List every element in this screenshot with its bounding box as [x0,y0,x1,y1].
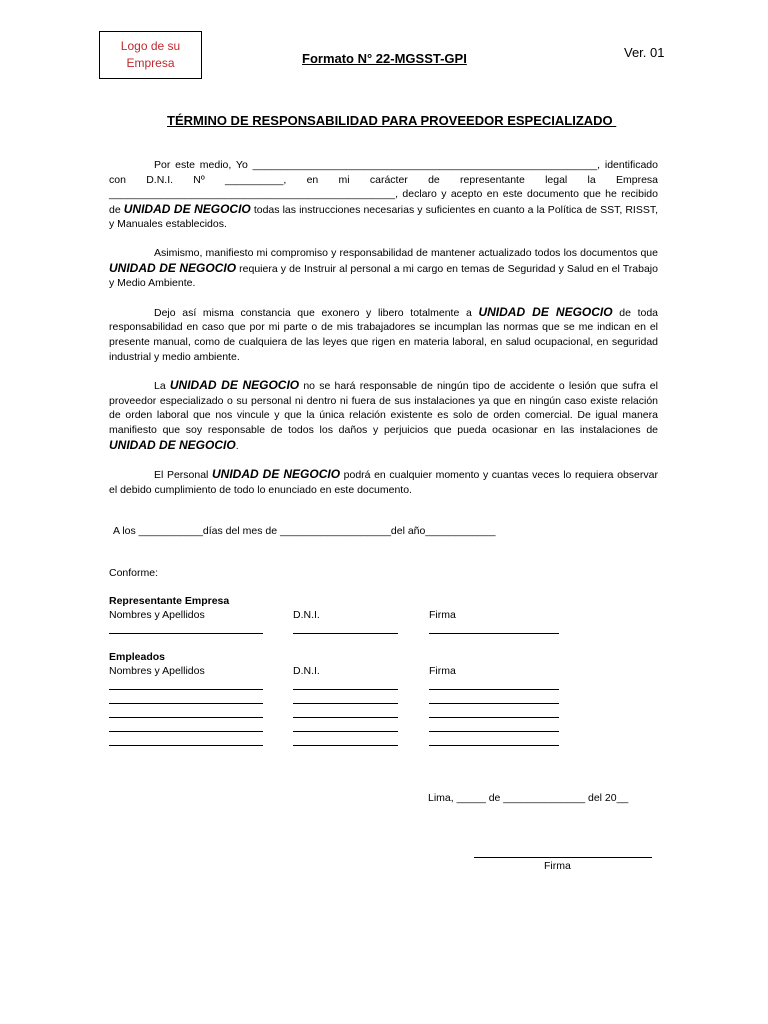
employee-dni-line [293,717,398,718]
place-date-line: Lima, _____ de ______________ del 20__ [428,792,629,804]
paragraph-1 [109,158,658,232]
col-firma-label: Firma [429,609,456,621]
entity-name: UNIDAD DE NEGOCIO [123,201,251,216]
paragraph-4 [109,378,658,453]
paragraph-5-text-a: El Personal [154,469,212,482]
rep-signature-line [429,633,559,634]
col-name-label: Nombres y Apellidos [109,609,205,621]
representative-heading: Representante Empresa [109,595,230,607]
format-code: Formato N° 22-MGSST-GPI [302,51,467,66]
paragraph-4-text-a: La [154,380,170,393]
employee-signature-line [429,689,559,690]
entity-name: UNIDAD DE NEGOCIO [169,378,300,393]
employee-dni-line [293,689,398,690]
paragraph-3-text-a: Dejo así misma constancia que exonero y libero totalmente a [154,306,479,319]
paragraph-4-text-c: . [235,439,239,452]
col-dni-label: D.N.I. [293,609,320,621]
document-body [109,158,658,511]
entity-name: UNIDAD DE NEGOCIO [109,437,236,452]
paragraph-4-text-b: no se hará responsable de ningún tipo de accidente o lesión que sufra el proveedor especializado o su personal ni dentro ni fuera de sus instalaciones ya que en ningún caso existe relación de orden laboral que nos vincule y que la única relación existente es solo de orden comercial. De igual manera manifiesto que soy responsable de todos los daños y perjuicios que pueda ocasionar en las instalaciones de [109,380,658,436]
paragraph-3 [109,305,658,364]
company-logo-placeholder [99,31,202,79]
employee-signature-line [429,731,559,732]
version-label: Ver. 01 [624,45,665,60]
rep-name-line [109,633,263,634]
paragraph-1-text-b: todas las instrucciones necesarias y suficientes en cuanto a la Política de SST, RISST, y Manuales establecidos. [109,203,658,231]
entity-name: UNIDAD DE NEGOCIO [211,467,341,482]
conforme-label: Conforme: [109,567,159,579]
col-name-label: Nombres y Apellidos [109,665,205,677]
employee-name-line [109,745,263,746]
date-line: A los ___________días del mes de ___________________del año____________ [113,525,496,537]
employee-name-line [109,717,263,718]
employees-heading: Empleados [109,651,166,663]
paragraph-5 [109,467,658,497]
employee-dni-line [293,731,398,732]
col-firma-label: Firma [429,665,456,677]
employee-dni-line [293,703,398,704]
employee-name-line [109,703,263,704]
employee-name-line [109,689,263,690]
paragraph-1-text-a: Por este medio, Yo ___________________________________________________________, identificado con D.N.I. Nº __________, en mi carácter de representante legal la Empresa _________________________________________________, declaro y acepto en este documento que he recibido de [109,159,658,216]
employee-name-line [109,731,263,732]
entity-name: UNIDAD DE NEGOCIO [109,260,237,275]
logo-box-mark [109,31,121,32]
paragraph-2-text-a: Asimismo, manifiesto mi compromiso y responsabilidad de mantener actualizado todos los documentos que [154,246,658,259]
document-title: TÉRMINO DE RESPONSABILIDAD PARA PROVEEDOR ESPECIALIZADO [167,113,617,128]
paragraph-2 [109,246,658,291]
paragraph-3-text-b: de toda responsabilidad en caso que por mi parte o de mis trabajadores se incumplan las normas que se me indican en el presente manual, como de cualquiera de las leyes que rigen en materia laboral, en salud ocupacional, en seguridad industrial y medio ambiente. [109,306,659,363]
paragraph-5-text-b: podrá en cualquier momento y cuantas veces lo requiera observar el debido cumplimiento de todo lo enunciado en este documento. [109,469,658,496]
final-signature-line [474,857,652,858]
rep-dni-line [293,633,398,634]
logo-text-line1: Logo de su [120,39,181,53]
col-dni-label: D.N.I. [293,665,320,677]
final-signature-label: Firma [544,860,571,872]
paragraph-2-text-b: requiera y de Instruir al personal a mi cargo en temas de Seguridad y Salud en el Trabajo y Medio Ambiente. [109,262,658,290]
entity-name: UNIDAD DE NEGOCIO [478,304,613,319]
employee-signature-line [429,703,559,704]
logo-text-line2: Empresa [126,56,175,70]
employee-signature-line [429,717,559,718]
employee-signature-line [429,745,559,746]
employee-dni-line [293,745,398,746]
